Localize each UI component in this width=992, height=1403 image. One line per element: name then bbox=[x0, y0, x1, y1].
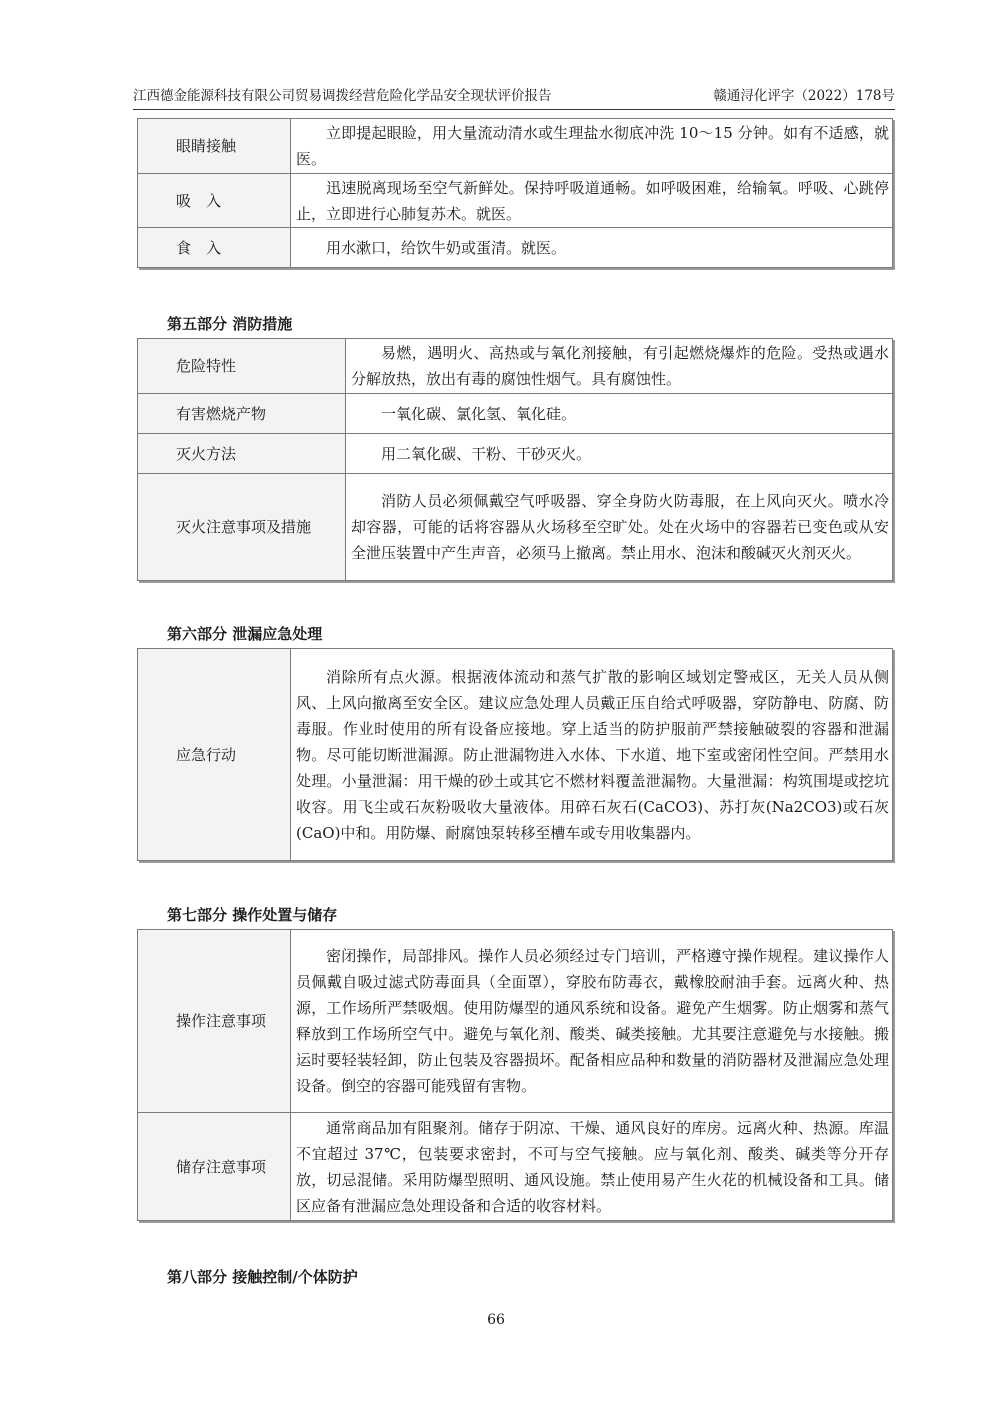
row-label: 危险特性 bbox=[138, 339, 346, 394]
row-text: 迅速脱离现场至空气新鲜处。保持呼吸道通畅。如呼吸困难，给输氧。呼吸、心跳停止，立即进行心肺复苏术。就医。 bbox=[291, 174, 893, 228]
row-text: 用二氧化碳、干粉、干砂灭火。 bbox=[346, 434, 893, 474]
page-number: 66 bbox=[487, 1312, 505, 1328]
table-row bbox=[138, 434, 893, 474]
table-row bbox=[138, 119, 893, 174]
row-text: 消防人员必须佩戴空气呼吸器、穿全身防火防毒服，在上风向灭火。喷水冷却容器，可能的话将容器从火场移至空旷处。处在火场中的容器若已变色或从安全泄压装置中产生声音，必须马上撤离。禁止用水、泡沫和酸碱灭火剂灭火。 bbox=[346, 474, 893, 581]
report-title: 江西德金能源科技有限公司贸易调拨经营危险化学品安全现状评价报告 bbox=[133, 88, 552, 104]
row-text: 消除所有点火源。根据液体流动和蒸气扩散的影响区域划定警戒区，无关人员从侧风、上风向撤离至安全区。建议应急处理人员戴正压自给式呼吸器，穿防静电、防腐、防毒服。作业时使用的所有设备应接地。穿上适当的防护服前严禁接触破裂的容器和泄漏物。尽可能切断泄漏源。防止泄漏物进入水体、下水道、地下室或密闭性空间。严禁用水处理。小量泄漏：用干燥的砂土或其它不燃材料覆盖泄漏物。大量泄漏：构筑围堤或挖坑收容。用飞尘或石灰粉吸收大量液体。用碎石灰石(CaCO3)、苏打灰(Na2CO3)或石灰(CaO)中和。用防爆、耐腐蚀泵转移至槽车或专用收集器内。 bbox=[291, 649, 893, 861]
section-7-title: 第七部分 操作处置与储存 bbox=[167, 906, 338, 924]
row-text: 用水漱口，给饮牛奶或蛋清。就医。 bbox=[291, 228, 893, 268]
row-label: 应急行动 bbox=[138, 649, 291, 861]
row-label: 吸 入 bbox=[138, 174, 291, 228]
table-row bbox=[138, 930, 893, 1113]
section-6-title: 第六部分 泄漏应急处理 bbox=[167, 625, 323, 643]
row-text: 通常商品加有阻聚剂。储存于阴凉、干燥、通风良好的库房。远离火种、热源。库温不宜超过 37℃，包装要求密封，不可与空气接触。应与氧化剂、酸类、碱类等分开存放，切忌混储。采用防爆型照明、通风设施。禁止使用易产生火花的机械设备和工具。储区应备有泄漏应急处理设备和合适的收容材料。 bbox=[291, 1113, 893, 1221]
table-row bbox=[138, 394, 893, 434]
table-row bbox=[138, 1113, 893, 1221]
row-label: 储存注意事项 bbox=[138, 1113, 291, 1221]
fire-fighting-table bbox=[137, 338, 893, 581]
row-text: 易燃，遇明火、高热或与氧化剂接触，有引起燃烧爆炸的危险。受热或遇水分解放热，放出有毒的腐蚀性烟气。具有腐蚀性。 bbox=[346, 339, 893, 394]
table-row bbox=[138, 339, 893, 394]
spill-response-table bbox=[137, 648, 893, 861]
row-label: 灭火方法 bbox=[138, 434, 346, 474]
row-text: 立即提起眼睑，用大量流动清水或生理盐水彻底冲洗 10～15 分钟。如有不适感，就医。 bbox=[291, 119, 893, 174]
table-row bbox=[138, 228, 893, 268]
row-label: 眼睛接触 bbox=[138, 119, 291, 174]
table-row bbox=[138, 649, 893, 861]
report-code: 赣通浔化评字（2022）178号 bbox=[713, 88, 895, 104]
page-header bbox=[133, 86, 895, 110]
first-aid-table bbox=[137, 118, 893, 268]
row-text: 密闭操作，局部排风。操作人员必须经过专门培训，严格遵守操作规程。建议操作人员佩戴自吸过滤式防毒面具（全面罩），穿胶布防毒衣，戴橡胶耐油手套。远离火种、热源，工作场所严禁吸烟。使用防爆型的通风系统和设备。避免产生烟雾。防止烟雾和蒸气释放到工作场所空气中。避免与氧化剂、酸类、碱类接触。尤其要注意避免与水接触。搬运时要轻装轻卸，防止包装及容器损坏。配备相应品种和数量的消防器材及泄漏应急处理设备。倒空的容器可能残留有害物。 bbox=[291, 930, 893, 1113]
table-row bbox=[138, 174, 893, 228]
row-text: 一氧化碳、氯化氢、氧化硅。 bbox=[346, 394, 893, 434]
row-label: 操作注意事项 bbox=[138, 930, 291, 1113]
row-label: 食 入 bbox=[138, 228, 291, 268]
section-5-title: 第五部分 消防措施 bbox=[167, 315, 293, 333]
row-label: 有害燃烧产物 bbox=[138, 394, 346, 434]
section-8-title: 第八部分 接触控制/个体防护 bbox=[167, 1268, 358, 1286]
row-label: 灭火注意事项及措施 bbox=[138, 474, 346, 581]
table-row bbox=[138, 474, 893, 581]
handling-storage-table bbox=[137, 929, 893, 1221]
